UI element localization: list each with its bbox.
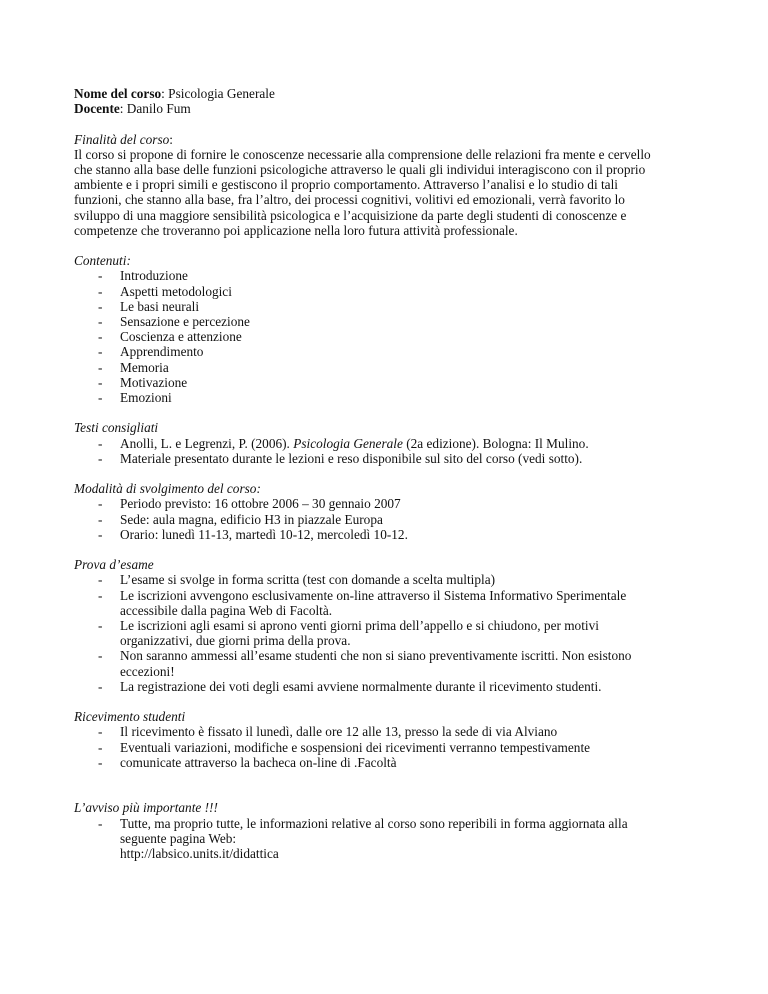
spacer xyxy=(74,542,704,557)
bullet-dash-icon: - xyxy=(98,268,103,284)
bullet-dash-icon: - xyxy=(98,329,103,345)
list-item xyxy=(74,329,704,344)
list-item xyxy=(74,496,704,511)
ricevimento-heading: Ricevimento studenti xyxy=(74,709,186,725)
list-item-text: Orario: lunedì 11-13, martedì 10-12, mercoledì 10-12. xyxy=(120,526,408,542)
list-item-text: Apprendimento xyxy=(120,344,204,360)
citation-publisher: (2a edizione). Bologna: Il Mulino. xyxy=(402,435,589,451)
list-item xyxy=(74,268,704,283)
spacer xyxy=(74,770,704,800)
list-item xyxy=(74,436,704,451)
list-item-text: Coscienza e attenzione xyxy=(120,329,242,345)
spacer xyxy=(74,238,704,253)
list-item xyxy=(74,375,704,390)
modalita-heading: Modalità di svolgimento del corso: xyxy=(74,481,261,497)
list-item-text-continued: accessibile dalla pagina Web di Facoltà. xyxy=(120,602,333,618)
list-item-text: comunicate attraverso la bacheca on-line di .Facoltà xyxy=(120,754,397,770)
bullet-dash-icon: - xyxy=(98,618,103,634)
paragraph-line: Il corso si propone di fornire le conoscenze necessarie alla comprensione delle relazioni fra mente e cervello xyxy=(74,146,651,162)
bullet-dash-icon: - xyxy=(98,435,103,451)
spacer xyxy=(74,405,704,420)
list-item xyxy=(74,527,704,542)
bullet-dash-icon: - xyxy=(98,374,103,390)
citation-authors: Anolli, L. e Legrenzi, P. (2006). xyxy=(120,435,294,451)
course-name-value: : Psicologia Generale xyxy=(161,86,275,101)
bullet-dash-icon: - xyxy=(98,815,103,831)
list-item-text: Motivazione xyxy=(120,374,188,390)
list-item xyxy=(74,344,704,359)
list-item-text: Tutte, ma proprio tutte, le informazioni relative al corso sono reperibili in forma aggiornata alla xyxy=(120,815,628,831)
bullet-dash-icon: - xyxy=(98,739,103,755)
list-item-text: Aspetti metodologici xyxy=(120,283,232,299)
list-item xyxy=(74,284,704,299)
bullet-dash-icon: - xyxy=(98,526,103,542)
finalita-title-suffix: : xyxy=(169,131,173,147)
spacer xyxy=(74,694,704,709)
list-item-text: Le iscrizioni avvengono esclusivamente on-line attraverso il Sistema Informativo Sperimentale xyxy=(120,587,627,603)
contenuti-heading: Contenuti: xyxy=(74,253,131,269)
list-item xyxy=(74,314,704,329)
bullet-dash-icon: - xyxy=(98,724,103,740)
bullet-dash-icon: - xyxy=(98,359,103,375)
paragraph-line: ambiente e i propri simili e gestiscono il proprio comportamento. Attraverso l’analisi e lo studio di tali xyxy=(74,177,618,193)
paragraph-line: sviluppo di una maggiore sensibilità psicologica e l’acquisizione da parte degli studenti di conoscenze e xyxy=(74,207,627,223)
list-item-text: Sede: aula magna, edificio H3 in piazzale Europa xyxy=(120,511,383,527)
list-item xyxy=(74,588,704,618)
list-item-text xyxy=(120,436,704,451)
list-item-text: Non saranno ammessi all’esame studenti che non si siano preventivamente iscritti. Non esistono xyxy=(120,648,632,664)
list-item xyxy=(74,724,704,739)
teacher-line xyxy=(74,101,704,116)
list-item-text: Memoria xyxy=(120,359,169,375)
list-item xyxy=(74,360,704,375)
bullet-dash-icon: - xyxy=(98,314,103,330)
bullet-dash-icon: - xyxy=(98,587,103,603)
testi-list xyxy=(74,436,704,466)
bullet-dash-icon: - xyxy=(98,648,103,664)
modalita-list xyxy=(74,496,704,542)
bullet-dash-icon: - xyxy=(98,298,103,314)
finalita-paragraph xyxy=(74,147,704,238)
teacher-label: Docente xyxy=(74,101,120,117)
bullet-dash-icon: - xyxy=(98,572,103,588)
list-item-text: Le basi neurali xyxy=(120,298,200,314)
list-item-text-continued: seguente pagina Web: xyxy=(120,830,237,846)
bullet-dash-icon: - xyxy=(98,390,103,406)
paragraph-line: funzioni, che stanno alla base, fra l’altro, dei processi cognitivi, volitivi ed emozionali, verrà favorito lo xyxy=(74,192,625,208)
list-item-text: Periodo previsto: 16 ottobre 2006 – 30 gennaio 2007 xyxy=(120,496,401,512)
list-item xyxy=(74,679,704,694)
avviso-list xyxy=(74,816,704,862)
finalita-title: Finalità del corso xyxy=(74,131,170,147)
list-item-text: Le iscrizioni agli esami si aprono venti giorni prima dell’appello e si chiudono, per motivi xyxy=(120,618,599,634)
teacher-value: : Danilo Fum xyxy=(119,101,191,117)
paragraph-line: che stanno alla base delle funzioni psicologiche attraverso le quali gli individui interagiscono con il proprio xyxy=(74,162,646,177)
course-name-label: Nome del corso xyxy=(74,86,162,101)
list-item xyxy=(74,390,704,405)
bullet-dash-icon: - xyxy=(98,754,103,770)
citation-title: Psicologia Generale xyxy=(293,435,403,451)
paragraph-line: competenze che troveranno poi applicazione nella loro futura attività professionale. xyxy=(74,222,518,238)
bullet-dash-icon: - xyxy=(98,678,103,694)
contenuti-list xyxy=(74,268,704,405)
bullet-dash-icon: - xyxy=(98,496,103,512)
list-item-text: Il ricevimento è fissato il lunedì, dalle ore 12 alle 13, presso la sede di via Alviano xyxy=(120,724,558,740)
list-item-text-continued: eccezioni! xyxy=(120,663,175,679)
bullet-dash-icon: - xyxy=(98,450,103,466)
list-item-text: Eventuali variazioni, modifiche e sospensioni dei ricevimenti verranno tempestivamente xyxy=(120,739,591,755)
list-item xyxy=(74,299,704,314)
list-item-text: Materiale presentato durante le lezioni e reso disponibile sul sito del corso (vedi sotto). xyxy=(120,450,583,466)
list-item xyxy=(74,755,704,770)
list-item-text: L’esame si svolge in forma scritta (test con domande a scelta multipla) xyxy=(120,572,496,588)
list-item xyxy=(74,512,704,527)
list-item xyxy=(74,451,704,466)
list-item xyxy=(74,648,704,678)
prova-heading: Prova d’esame xyxy=(74,557,154,573)
document-page xyxy=(74,86,704,861)
list-item xyxy=(74,572,704,587)
bullet-dash-icon: - xyxy=(98,283,103,299)
list-item-text: La registrazione dei voti degli esami avviene normalmente durante il ricevimento studenti. xyxy=(120,678,602,694)
list-item xyxy=(74,618,704,648)
list-item-text: Emozioni xyxy=(120,390,172,406)
bullet-dash-icon: - xyxy=(98,511,103,527)
list-item xyxy=(74,816,704,862)
bullet-dash-icon: - xyxy=(98,344,103,360)
list-item-text: Introduzione xyxy=(120,268,188,284)
list-item xyxy=(74,740,704,755)
ricevimento-list xyxy=(74,724,704,770)
list-item-text: Sensazione e percezione xyxy=(120,314,250,330)
prova-list xyxy=(74,572,704,694)
course-website-link[interactable]: http://labsico.units.it/didattica xyxy=(120,846,279,862)
finalita-heading xyxy=(74,132,704,147)
testi-heading: Testi consigliati xyxy=(74,420,159,436)
spacer xyxy=(74,466,704,481)
avviso-heading: L’avviso più importante !!! xyxy=(74,800,218,816)
course-name-line xyxy=(74,86,704,101)
list-item-text-continued: organizzativi, due giorni prima della prova. xyxy=(120,633,351,649)
spacer xyxy=(74,116,704,131)
